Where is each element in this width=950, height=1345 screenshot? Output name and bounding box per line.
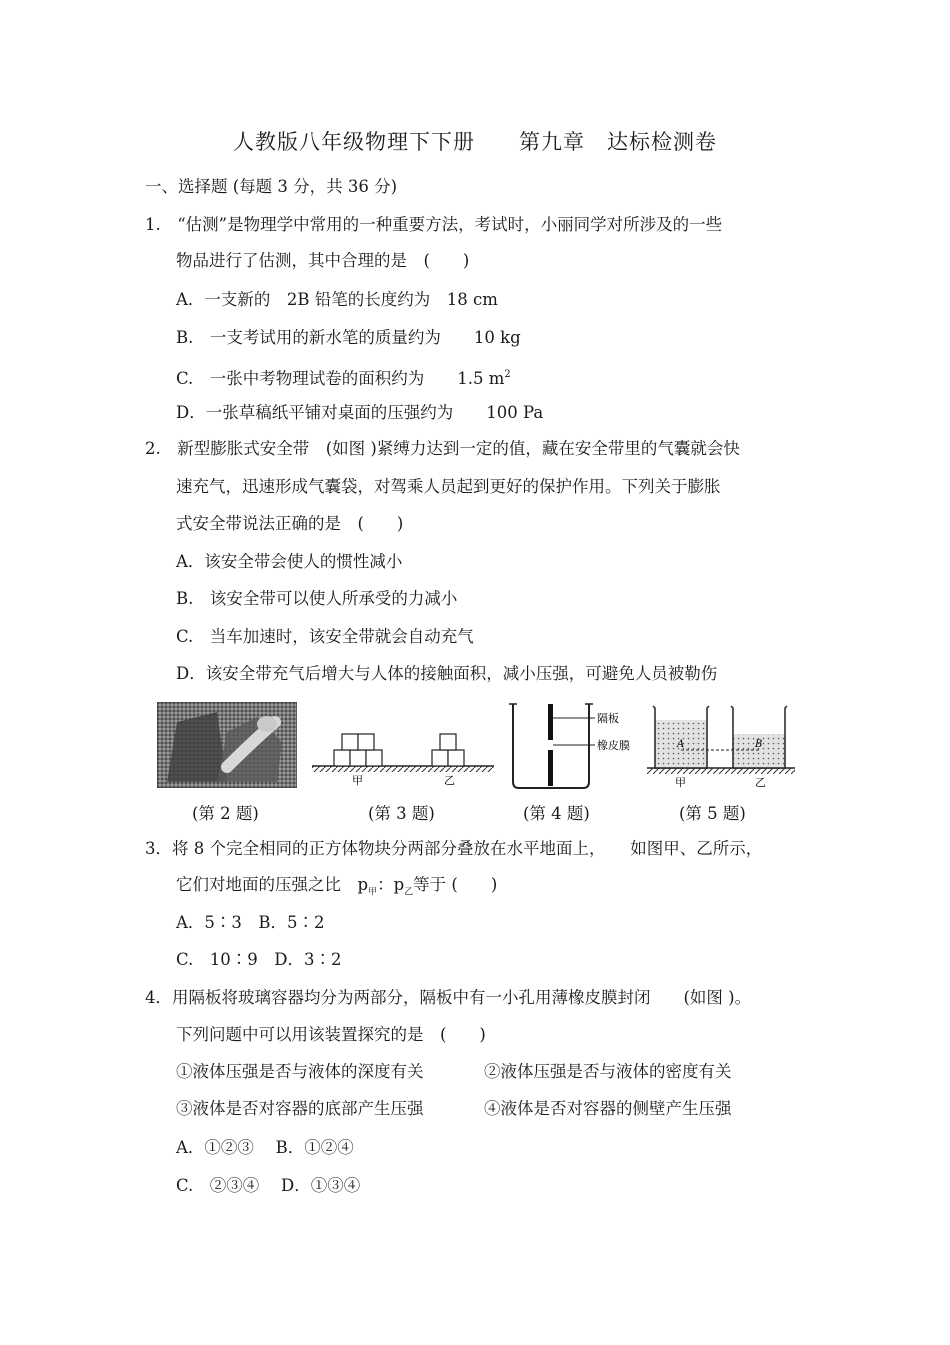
fig4-label-partition: 隔板 <box>597 712 619 725</box>
seatbelt-photo-figure <box>157 702 297 788</box>
stacked-cubes-figure <box>312 702 494 788</box>
q4-options-cd: C. ②③④ D．①③④ <box>176 1176 361 1195</box>
fig5-label-yi: 乙 <box>755 776 766 789</box>
q1-option-a: A．一支新的 2B 铅笔的长度约为 18 cm <box>176 290 498 309</box>
q4-item-1: ①液体压强是否与液体的深度有关 <box>176 1062 424 1081</box>
q2-option-d: D．该安全带充气后增大与人体的接触面积，减小压强，可避免人员被勒伤 <box>176 664 718 683</box>
fig5-label-b: B <box>755 739 763 750</box>
q3-sub-jia: 甲 <box>368 887 378 898</box>
q1-option-d: D．一张草稿纸平铺对桌面的压强约为 100 Pa <box>176 403 544 422</box>
q3-stem-post: 等于 ( ) <box>413 875 498 894</box>
page-title: 人教版八年级物理下下册 第九章 达标检测卷 <box>233 130 717 154</box>
fig4-label-membrane: 橡皮膜 <box>597 739 630 752</box>
q3-options-ab: A．5∶3 B．5∶2 <box>176 913 325 932</box>
q1-option-c-exponent: 2 <box>504 369 511 380</box>
q4-item-2: ②液体压强是否与液体的密度有关 <box>484 1062 732 1081</box>
q1-option-c-text: C. 一张中考物理试卷的面积约为 1.5 m <box>176 369 505 388</box>
q3-stem-line1: 3．将 8 个完全相同的正方体物块分两部分叠放在水平地面上， 如图甲、乙所示， <box>145 839 763 858</box>
q4-stem-line1: 4．用隔板将玻璃容器均分为两部分，隔板中有一小孔用薄橡皮膜封闭 (如图 )。 <box>145 988 752 1007</box>
partition-container-figure <box>507 702 637 792</box>
q2-option-b: B. 该安全带可以使人所承受的力减小 <box>176 589 458 608</box>
q4-item-4: ④液体是否对容器的侧壁产生压强 <box>484 1099 732 1118</box>
q3-options-cd: C. 10∶9 D．3∶2 <box>176 950 342 969</box>
fig5-label-a: A <box>677 739 685 750</box>
caption-fig4: (第 4 题) <box>523 804 590 823</box>
caption-fig2: (第 2 题) <box>192 804 259 823</box>
two-beakers-figure <box>647 702 795 790</box>
q3-stem-line2 <box>176 874 497 903</box>
q3-stem-pre: 它们对地面的压强之比 p <box>176 875 369 894</box>
q1-stem-line1: 1. “估测”是物理学中常用的一种重要方法，考试时，小丽同学对所涉及的一些 <box>145 215 723 234</box>
q2-option-a: A．该安全带会使人的惯性减小 <box>176 552 403 571</box>
q1-stem-line2: 物品进行了估测，其中合理的是 ( ) <box>176 251 470 270</box>
section-heading: 一、选择题 (每题 3 分，共 36 分) <box>145 177 398 196</box>
q3-stem-mid: ：p <box>377 875 405 894</box>
q2-option-c: C. 当车加速时，该安全带就会自动充气 <box>176 627 474 646</box>
q4-options-ab: A．①②③ B．①②④ <box>176 1138 354 1157</box>
q2-stem-line2: 速充气，迅速形成气囊袋，对驾乘人员起到更好的保护作用。下列关于膨胀 <box>176 477 721 496</box>
q1-option-c <box>176 364 511 390</box>
fig3-label-yi: 乙 <box>444 774 455 787</box>
q1-option-b: B. 一支考试用的新水笔的质量约为 10 kg <box>176 328 521 347</box>
figure-row <box>157 702 797 792</box>
fig5-label-jia: 甲 <box>675 776 686 789</box>
q2-stem-line1: 2. 新型膨胀式安全带 (如图 )紧缚力达到一定的值，藏在安全带里的气囊就会快 <box>145 439 740 458</box>
q4-item-3: ③液体是否对容器的底部产生压强 <box>176 1099 424 1118</box>
q4-stem-line2: 下列问题中可以用该装置探究的是 ( ) <box>176 1025 486 1044</box>
caption-fig3: (第 3 题) <box>368 804 435 823</box>
caption-fig5: (第 5 题) <box>679 804 746 823</box>
fig3-label-jia: 甲 <box>352 774 363 787</box>
q2-stem-line3: 式安全带说法正确的是 ( ) <box>176 514 404 533</box>
q3-sub-yi: 乙 <box>404 887 414 898</box>
